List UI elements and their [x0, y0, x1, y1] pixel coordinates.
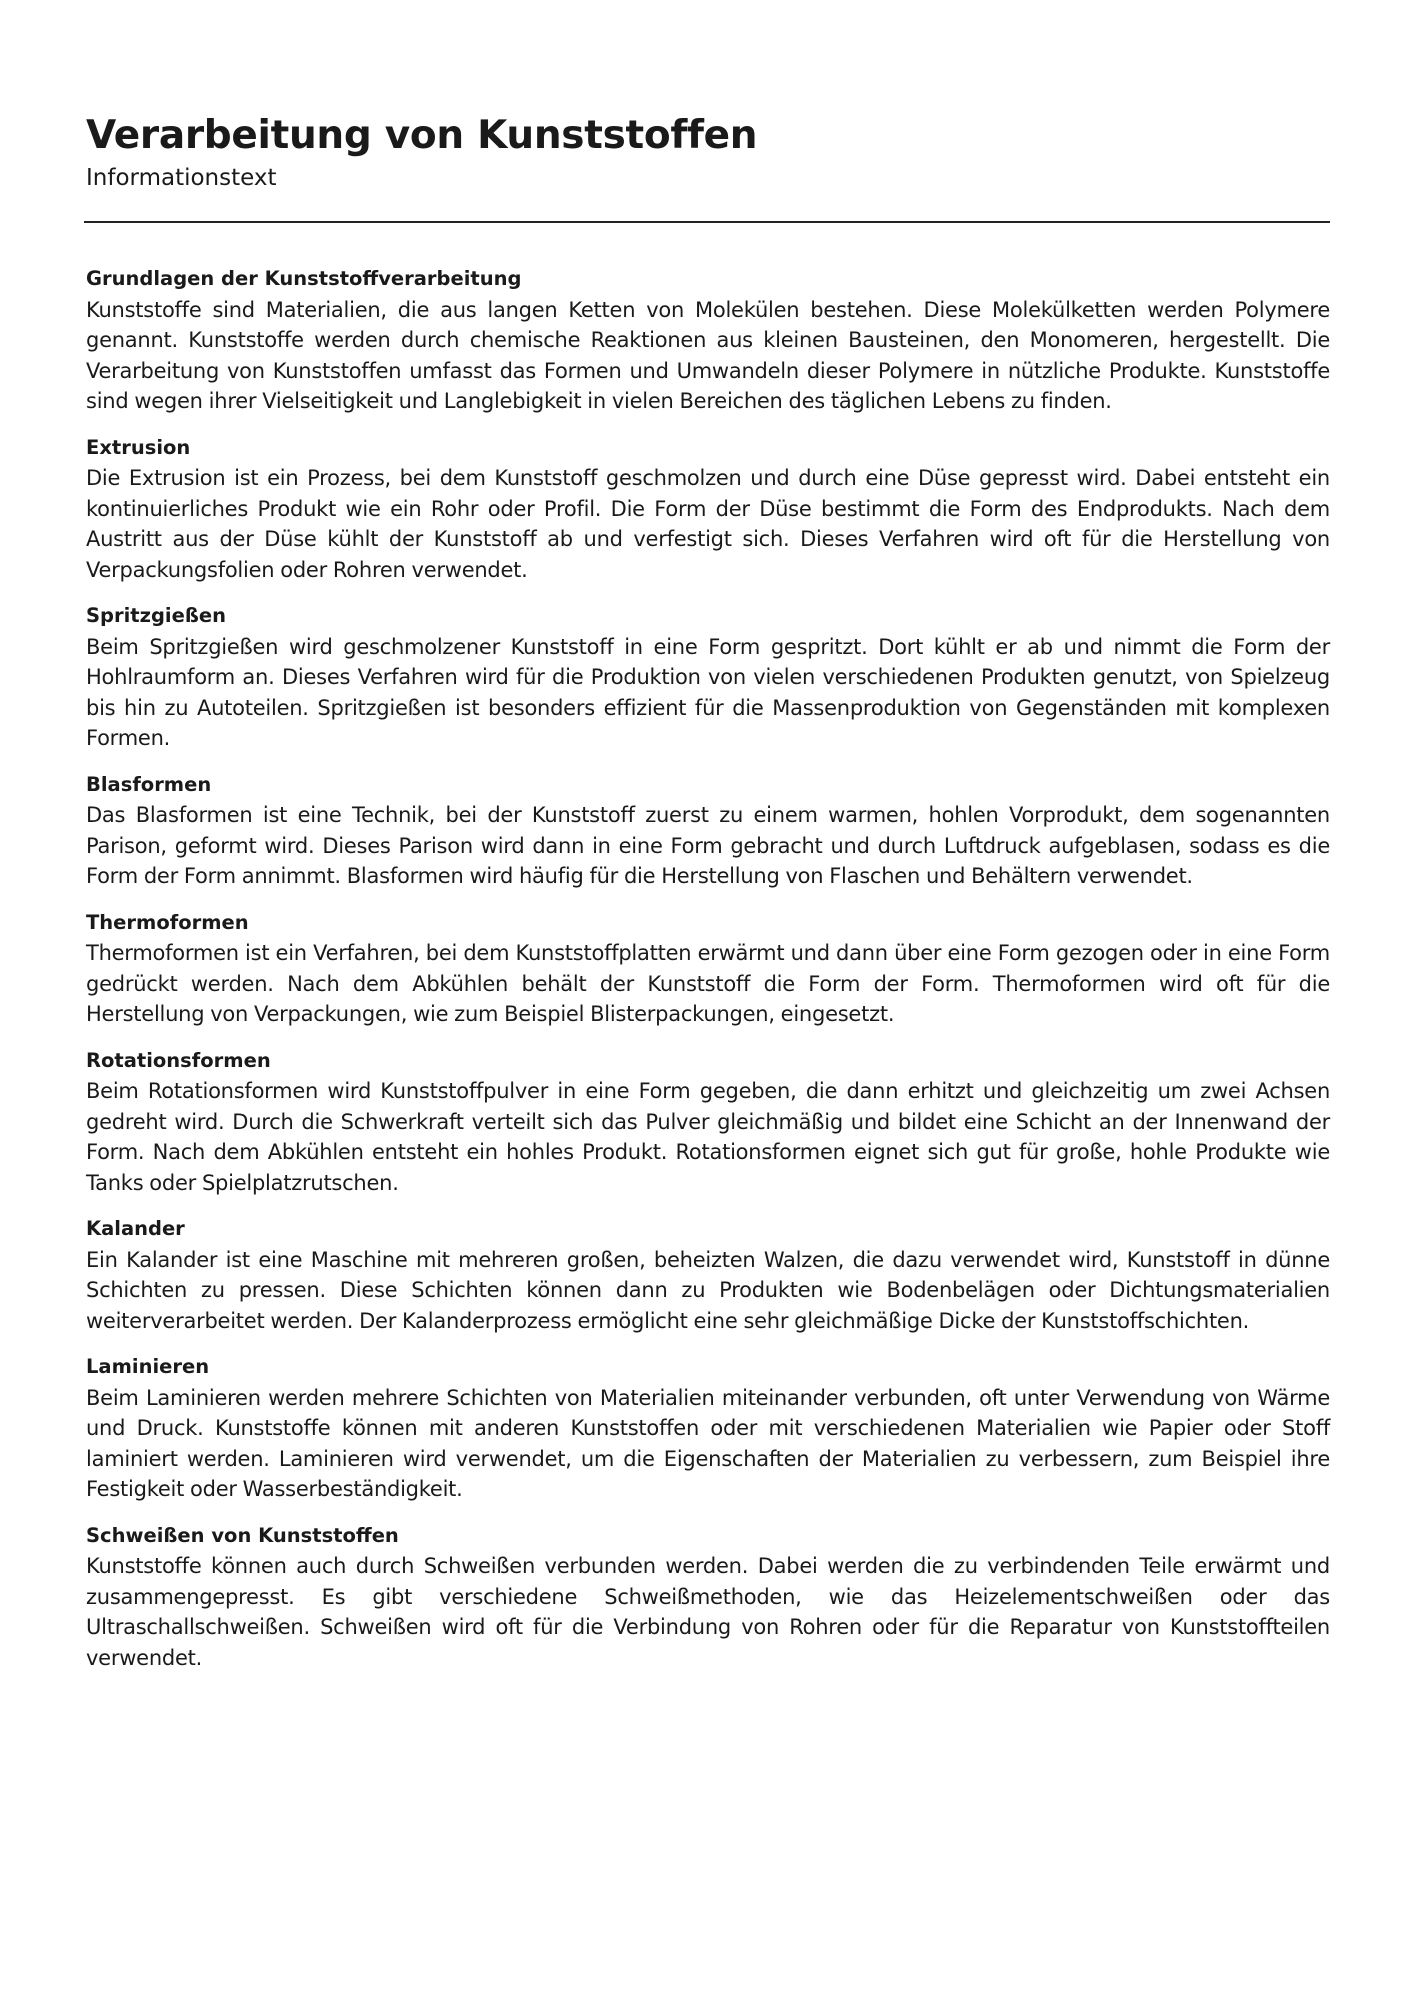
section-heading: Schweißen von Kunststoffen [86, 1523, 399, 1547]
section-schweissen [86, 1521, 1330, 1674]
section-rotationsformen [86, 1046, 1330, 1199]
section-body: Beim Laminieren werden mehrere Schichten von Materialien miteinander verbunden, oft unter Verwendung von Wärme und Druck. Kunststoffe können mit anderen Kunststoffen oder mit verschiedenen Materialien wie Papier oder Stoff laminiert werden. Laminieren wird verwendet, um die Eigenschaften der Materialien zu verbessern, zum Beispiel ihre Festigkeit oder Wasserbeständigkeit. [86, 1385, 1330, 1501]
section-thermoformen [86, 908, 1330, 1030]
section-body: Ein Kalander ist eine Maschine mit mehreren großen, beheizten Walzen, die dazu verwendet wird, Kunststoff in dünne Schichten zu pressen. Diese Schichten können dann zu Produkten wie Bodenbelägen oder Dichtungsmaterialien weiterverarbeitet werden. Der Kalanderprozess ermöglicht eine sehr gleichmäßige Dicke der Kunststoffschichten. [86, 1247, 1330, 1333]
section-extrusion [86, 433, 1330, 586]
section-heading: Rotationsformen [86, 1048, 271, 1072]
section-kalander [86, 1214, 1330, 1336]
section-heading: Thermoformen [86, 910, 249, 934]
section-grundlagen [86, 264, 1330, 417]
section-heading: Blasformen [86, 772, 212, 796]
section-heading: Laminieren [86, 1355, 210, 1378]
section-spritzgiessen [86, 601, 1330, 754]
section-body: Beim Rotationsformen wird Kunststoffpulver in eine Form gegeben, die dann erhitzt und gleichzeitig um zwei Achsen gedreht wird. Durch die Schwerkraft verteilt sich das Pulver gleichmäßig und bildet eine Schicht an der Innenwand der Form. Nach dem Abkühlen entsteht ein hohles Produkt. Rotationsformen eignet sich gut für große, hohle Produkte wie Tanks oder Spielplatzrutschen. [86, 1079, 1330, 1195]
section-blasformen [86, 770, 1330, 892]
document-subtitle: Informationstext [86, 165, 277, 191]
section-body: Das Blasformen ist eine Technik, bei der Kunststoff zuerst zu einem warmen, hohlen Vorprodukt, dem sogenannten Parison, geformt wird. Dieses Parison wird dann in eine Form gebracht und durch Luftdruck aufgeblasen, sodass es die Form der Form annimmt. Blasformen wird häufig für die Herstellung von Flaschen und Behältern verwendet. [86, 803, 1330, 888]
section-body: Beim Spritzgießen wird geschmolzener Kunststoff in eine Form gespritzt. Dort kühlt er ab und nimmt die Form der Hohlraumform an. Dieses Verfahren wird für die Produktion von vielen verschiedenen Produkten genutzt, von Spielzeug bis hin zu Autoteilen. Spritzgießen ist besonders effizient für die Massenproduktion von Gegenständen mit komplexen Formen. [86, 634, 1330, 750]
section-heading: Grundlagen der Kunststoffverarbeitung [86, 267, 522, 290]
section-body: Die Extrusion ist ein Prozess, bei dem Kunststoff geschmolzen und durch eine Düse gepresst wird. Dabei entsteht ein kontinuierliches Produkt wie ein Rohr oder Profil. Die Form der Düse bestimmt die Form des Endprodukts. Nach dem Austritt aus der Düse kühlt der Kunststoff ab und verfestigt sich. Dieses Verfahren wird oft für die Herstellung von Verpackungsfolien oder Rohren verwendet. [86, 466, 1330, 582]
section-body: Kunststoffe sind Materialien, die aus langen Ketten von Molekülen bestehen. Diese Molekülketten werden Polymere genannt. Kunststoffe werden durch chemische Reaktionen aus kleinen Bausteinen, den Monomeren, hergestellt. Die Verarbeitung von Kunststoffen umfasst das Formen und Umwandeln dieser Polymere in nützliche Produkte. Kunststoffe sind wegen ihrer Vielseitigkeit und Langlebigkeit in vielen Bereichen des täglichen Lebens zu finden. [86, 297, 1330, 413]
section-body: Kunststoffe können auch durch Schweißen verbunden werden. Dabei werden die zu verbindenden Teile erwärmt und zusammengepresst. Es gibt verschiedene Schweißmethoden, wie das Heizelementschweißen oder das Ultraschallschweißen. Schweißen wird oft für die Verbindung von Rohren oder für die Reparatur von Kunststoffteilen verwendet. [86, 1554, 1330, 1670]
section-heading: Spritzgießen [86, 604, 226, 627]
document-title: Verarbeitung von Kunststoffen [86, 113, 758, 158]
document-content [86, 264, 1330, 1689]
section-heading: Extrusion [86, 435, 191, 459]
section-body: Thermoformen ist ein Verfahren, bei dem Kunststoffplatten erwärmt und dann über eine Form gezogen oder in eine Form gedrückt werden. Nach dem Abkühlen behält der Kunststoff die Form der Form. Thermoformen wird oft für die Herstellung von Verpackungen, wie zum Beispiel Blisterpackungen, eingesetzt. [86, 941, 1330, 1026]
section-heading: Kalander [86, 1217, 185, 1240]
title-divider [84, 221, 1330, 223]
section-laminieren [86, 1352, 1330, 1505]
